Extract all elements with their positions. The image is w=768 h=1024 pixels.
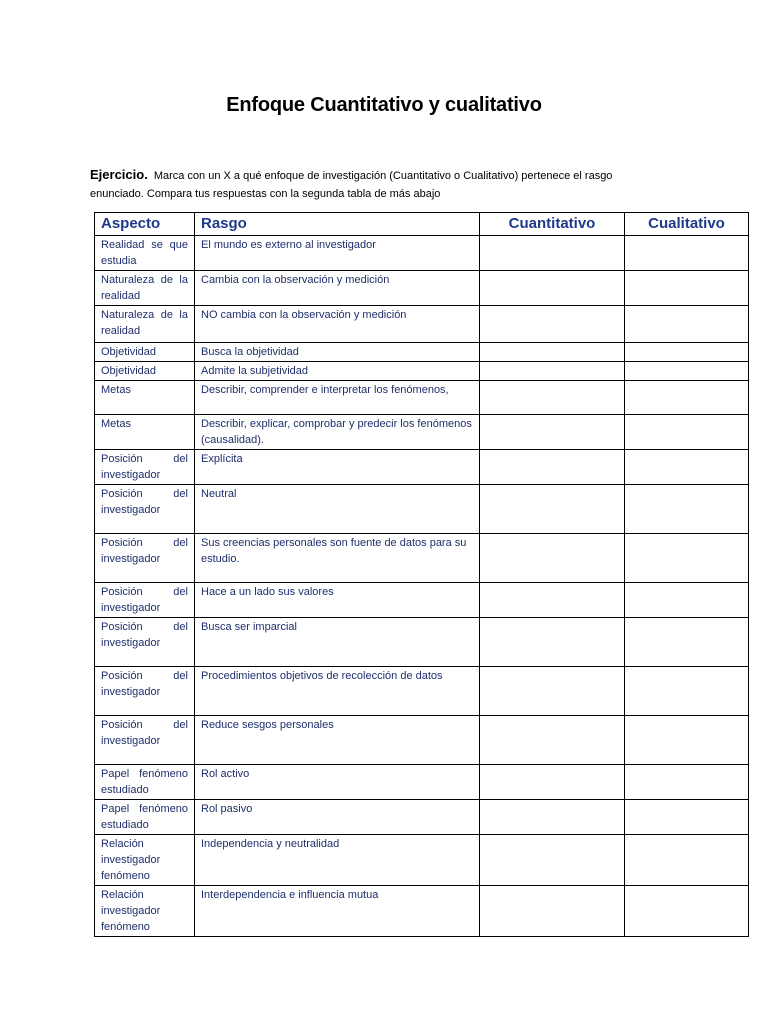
page-title: Enfoque Cuantitativo y cualitativo <box>226 94 542 116</box>
cuantitativo-mark-cell[interactable] <box>480 886 625 937</box>
rasgo-cell: Busca la objetividad <box>195 343 480 362</box>
cuantitativo-mark-cell[interactable] <box>480 381 625 415</box>
rasgo-cell: Neutral <box>195 485 480 534</box>
cuantitativo-mark-cell[interactable] <box>480 716 625 765</box>
aspecto-cell: Relación investigador fenómeno <box>95 835 195 886</box>
cuantitativo-mark-cell[interactable] <box>480 800 625 835</box>
exercise-label: Ejercicio. <box>90 167 148 182</box>
cualitativo-mark-cell[interactable] <box>625 583 749 618</box>
aspecto-cell: Posición del investigador <box>95 534 195 583</box>
header-cualitativo: Cualitativo <box>625 213 749 236</box>
cuantitativo-mark-cell[interactable] <box>480 415 625 450</box>
aspecto-cell: Papel fenómeno estudiado <box>95 765 195 800</box>
exercise-instructions <box>90 166 650 203</box>
rasgo-cell: Reduce sesgos personales <box>195 716 480 765</box>
cuantitativo-mark-cell[interactable] <box>480 362 625 381</box>
cualitativo-mark-cell[interactable] <box>625 765 749 800</box>
rasgo-cell: Interdependencia e influencia mutua <box>195 886 480 937</box>
cuantitativo-mark-cell[interactable] <box>480 236 625 271</box>
rasgo-cell: Describir, comprender e interpretar los fenómenos, <box>195 381 480 415</box>
header-aspecto: Aspecto <box>95 213 195 236</box>
aspecto-cell: Posición del investigador <box>95 716 195 765</box>
table-row <box>95 583 749 618</box>
table-row <box>95 343 749 362</box>
table-row <box>95 667 749 716</box>
table-row <box>95 534 749 583</box>
cualitativo-mark-cell[interactable] <box>625 800 749 835</box>
table-row <box>95 485 749 534</box>
aspecto-cell: Realidad se que estudia <box>95 236 195 271</box>
rasgo-cell: Independencia y neutralidad <box>195 835 480 886</box>
table-row <box>95 415 749 450</box>
cualitativo-mark-cell[interactable] <box>625 667 749 716</box>
cuantitativo-mark-cell[interactable] <box>480 450 625 485</box>
cuantitativo-mark-cell[interactable] <box>480 667 625 716</box>
cualitativo-mark-cell[interactable] <box>625 450 749 485</box>
table-row <box>95 306 749 343</box>
aspecto-cell: Posición del investigador <box>95 583 195 618</box>
rasgo-cell: Sus creencias personales son fuente de datos para su estudio. <box>195 534 480 583</box>
table-row <box>95 236 749 271</box>
rasgo-cell: Cambia con la observación y medición <box>195 271 480 306</box>
cualitativo-mark-cell[interactable] <box>625 362 749 381</box>
rasgo-cell: Rol pasivo <box>195 800 480 835</box>
aspecto-cell: Metas <box>95 381 195 415</box>
aspecto-cell: Naturaleza de la realidad <box>95 271 195 306</box>
rasgo-cell: Describir, explicar, comprobar y predecir los fenómenos (causalidad). <box>195 415 480 450</box>
cualitativo-mark-cell[interactable] <box>625 835 749 886</box>
aspecto-cell: Papel fenómeno estudiado <box>95 800 195 835</box>
table-row <box>95 886 749 937</box>
cualitativo-mark-cell[interactable] <box>625 716 749 765</box>
cuantitativo-mark-cell[interactable] <box>480 765 625 800</box>
table-header-row <box>95 213 749 236</box>
aspecto-cell: Relación investigador fenómeno <box>95 886 195 937</box>
rasgo-cell: Hace a un lado sus valores <box>195 583 480 618</box>
table-row <box>95 765 749 800</box>
cualitativo-mark-cell[interactable] <box>625 343 749 362</box>
aspecto-cell: Objetividad <box>95 343 195 362</box>
cualitativo-mark-cell[interactable] <box>625 886 749 937</box>
cuantitativo-mark-cell[interactable] <box>480 485 625 534</box>
cuantitativo-mark-cell[interactable] <box>480 534 625 583</box>
cualitativo-mark-cell[interactable] <box>625 236 749 271</box>
aspecto-cell: Metas <box>95 415 195 450</box>
aspecto-cell: Posición del investigador <box>95 450 195 485</box>
rasgo-cell: El mundo es externo al investigador <box>195 236 480 271</box>
cuantitativo-mark-cell[interactable] <box>480 618 625 667</box>
table-row <box>95 381 749 415</box>
cualitativo-mark-cell[interactable] <box>625 271 749 306</box>
aspecto-cell: Objetividad <box>95 362 195 381</box>
cuantitativo-mark-cell[interactable] <box>480 835 625 886</box>
table-row <box>95 271 749 306</box>
table-row <box>95 362 749 381</box>
cualitativo-mark-cell[interactable] <box>625 306 749 343</box>
table-row <box>95 716 749 765</box>
rasgo-cell: Explícita <box>195 450 480 485</box>
rasgo-cell: Busca ser imparcial <box>195 618 480 667</box>
rasgo-cell: Admite la subjetividad <box>195 362 480 381</box>
cualitativo-mark-cell[interactable] <box>625 534 749 583</box>
cualitativo-mark-cell[interactable] <box>625 415 749 450</box>
aspecto-cell: Posición del investigador <box>95 485 195 534</box>
header-rasgo: Rasgo <box>195 213 480 236</box>
cualitativo-mark-cell[interactable] <box>625 381 749 415</box>
aspecto-cell: Naturaleza de la realidad <box>95 306 195 343</box>
exercise-text: Marca con un X a qué enfoque de investigación (Cuantitativo o Cualitativo) pertenece el rasgo enunciado. Compara tus respuestas con la segunda tabla de más abajo <box>90 170 613 200</box>
cuantitativo-mark-cell[interactable] <box>480 271 625 306</box>
cualitativo-mark-cell[interactable] <box>625 618 749 667</box>
aspecto-cell: Posición del investigador <box>95 667 195 716</box>
rasgo-cell: Procedimientos objetivos de recolección de datos <box>195 667 480 716</box>
table-row <box>95 618 749 667</box>
table-row <box>95 450 749 485</box>
table-row <box>95 835 749 886</box>
cuantitativo-mark-cell[interactable] <box>480 583 625 618</box>
cuantitativo-mark-cell[interactable] <box>480 343 625 362</box>
cualitativo-mark-cell[interactable] <box>625 485 749 534</box>
exercise-table <box>94 212 749 937</box>
cuantitativo-mark-cell[interactable] <box>480 306 625 343</box>
table-row <box>95 800 749 835</box>
rasgo-cell: NO cambia con la observación y medición <box>195 306 480 343</box>
header-cuantitativo: Cuantitativo <box>480 213 625 236</box>
aspecto-cell: Posición del investigador <box>95 618 195 667</box>
rasgo-cell: Rol activo <box>195 765 480 800</box>
